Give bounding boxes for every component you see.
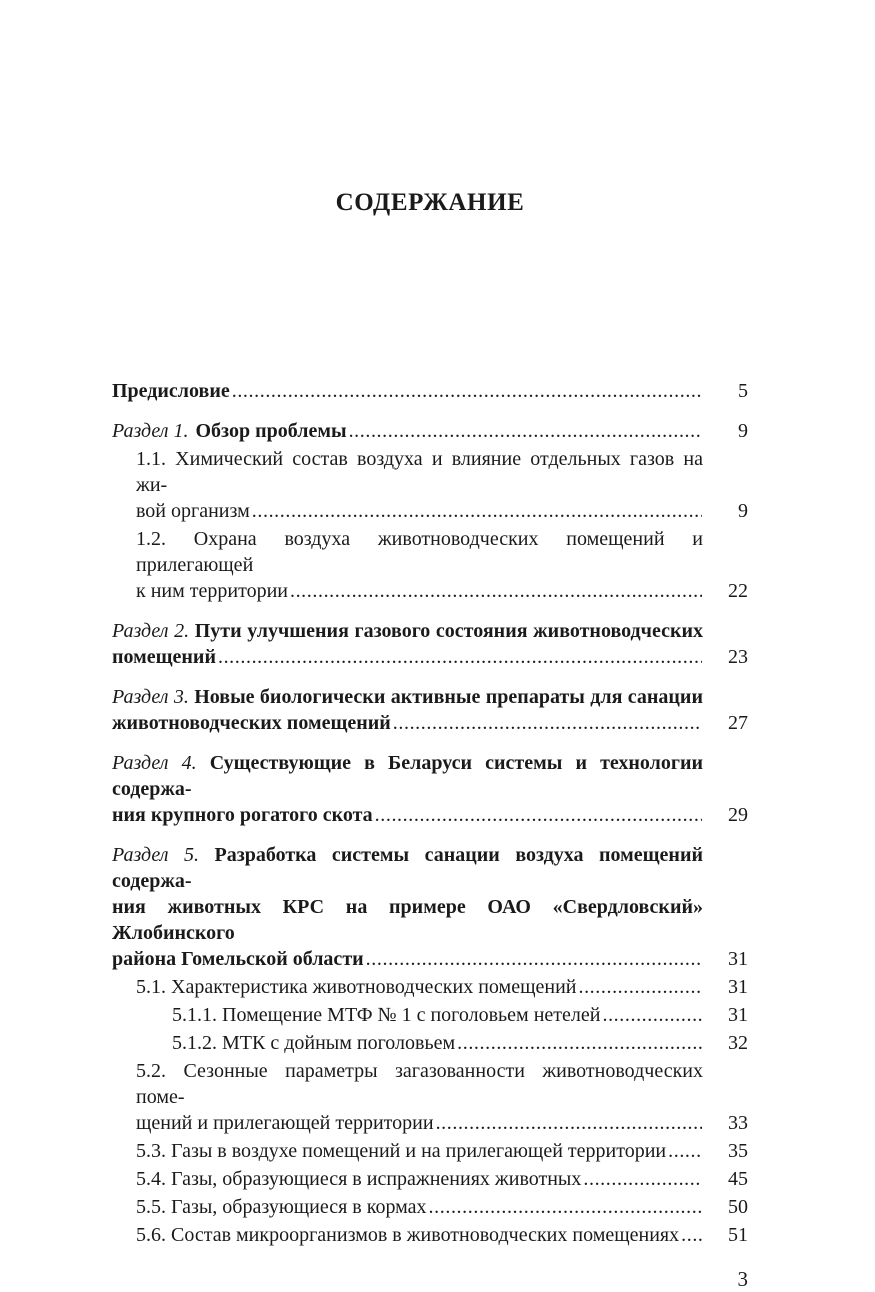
dot-leader xyxy=(681,1222,702,1248)
toc-page-number: 35 xyxy=(728,1140,748,1162)
dot-leader xyxy=(457,1030,702,1056)
toc-entry-text: Предисловие xyxy=(112,380,230,402)
toc-line xyxy=(136,1110,748,1136)
dot-leader xyxy=(436,1110,702,1136)
toc-line xyxy=(112,894,703,946)
toc-page-number: 31 xyxy=(728,948,748,970)
toc-entry-text: помещений xyxy=(112,646,216,668)
dot-leader xyxy=(375,802,702,828)
toc-line xyxy=(136,1194,748,1220)
toc-entry-5-2 xyxy=(112,1058,748,1136)
toc-entry-text: Новые биологически активные препараты для санации xyxy=(194,686,703,708)
toc-entry-5-5 xyxy=(112,1194,748,1220)
toc-entry-text: ния животных КРС на примере ОАО «Свердловский» Жлобинского xyxy=(112,896,703,944)
toc-entry-5-1-1 xyxy=(112,1002,748,1028)
dot-leader xyxy=(668,1138,702,1164)
toc-line xyxy=(112,842,703,894)
toc-entry-1-2 xyxy=(112,526,748,604)
toc-entry-1-1 xyxy=(112,446,748,524)
toc-line xyxy=(172,1030,748,1056)
toc-line xyxy=(136,446,703,498)
toc-section-prefix: Раздел 2. xyxy=(112,620,190,642)
toc-entry-text: Обзор проблемы xyxy=(195,420,347,442)
toc-entry-text: 5.4. Газы, образующиеся в испражнениях животных xyxy=(136,1168,582,1190)
toc-entry-text: 1.1. Химический состав воздуха и влияние отдельных газов на жи- xyxy=(136,448,703,496)
toc-entry-text: Существующие в Беларуси системы и технологии содержа- xyxy=(112,752,703,800)
toc-entry-text: животноводческих помещений xyxy=(112,712,391,734)
dot-leader xyxy=(218,644,702,670)
toc-section-prefix: Раздел 3. xyxy=(112,686,189,708)
toc-line xyxy=(112,618,703,644)
toc-entry-text: Пути улучшения газового состояния животноводческих xyxy=(194,620,703,642)
toc-page-number: 45 xyxy=(728,1168,748,1190)
toc-page-number: 9 xyxy=(738,500,748,522)
toc-page-number: 29 xyxy=(728,804,748,826)
toc-entry-5-6 xyxy=(112,1222,748,1248)
contents-title: СОДЕРЖАНИЕ xyxy=(335,189,525,216)
dot-leader xyxy=(232,378,702,404)
toc-page-number: 51 xyxy=(728,1224,748,1246)
toc-entry-text: 5.1.2. МТК с дойным поголовьем xyxy=(172,1032,456,1054)
toc-line xyxy=(136,1138,748,1164)
toc-entry-text: района Гомельской области xyxy=(112,948,364,970)
toc-page-number: 31 xyxy=(728,976,748,998)
toc-entry-text: 5.3. Газы в воздухе помещений и на прилегающей территории xyxy=(136,1140,667,1162)
toc-line xyxy=(112,750,703,802)
toc-page-number: 33 xyxy=(728,1112,748,1134)
toc-section-prefix: Раздел 4. xyxy=(112,752,197,774)
dot-leader xyxy=(290,578,702,604)
toc-section-prefix: Раздел 5. xyxy=(112,844,199,866)
toc-line xyxy=(136,498,748,524)
dot-leader xyxy=(602,1002,702,1028)
toc-line xyxy=(112,802,748,828)
toc-entry-text: 5.6. Состав микроорганизмов в животноводческих помещениях xyxy=(136,1224,680,1246)
toc-entry-text: 5.2. Сезонные параметры загазованности животноводческих поме- xyxy=(136,1060,703,1108)
toc-entry-section-2 xyxy=(112,618,748,670)
toc-entry-section-4 xyxy=(112,750,748,828)
toc-page-number: 27 xyxy=(728,712,748,734)
toc-entry-text: 5.1. Характеристика животноводческих помещений xyxy=(136,976,577,998)
toc-page-number: 23 xyxy=(728,646,748,668)
dot-leader xyxy=(349,418,702,444)
toc-entry-5-3 xyxy=(112,1138,748,1164)
table-of-contents xyxy=(112,378,748,1248)
dot-leader xyxy=(252,498,702,524)
toc-entry-text: Разработка системы санации воздуха помещений содержа- xyxy=(112,844,703,892)
toc-line xyxy=(112,946,748,972)
toc-entry-section-1 xyxy=(112,418,748,444)
toc-line xyxy=(136,578,748,604)
toc-page-number: 5 xyxy=(738,380,748,402)
toc-line xyxy=(136,1222,748,1248)
toc-entry-text: щений и прилегающей территории xyxy=(136,1112,434,1134)
dot-leader xyxy=(393,710,702,736)
dot-leader xyxy=(366,946,702,972)
toc-page-number: 50 xyxy=(728,1196,748,1218)
folio-page-number: 3 xyxy=(737,1267,748,1291)
dot-leader xyxy=(429,1194,702,1220)
toc-page-number: 32 xyxy=(728,1032,748,1054)
toc-line xyxy=(172,1002,748,1028)
toc-line xyxy=(112,418,748,444)
toc-entry-text: 5.1.1. Помещение МТФ № 1 с поголовьем нетелей xyxy=(172,1004,601,1026)
toc-entry-5-1 xyxy=(112,974,748,1000)
toc-line xyxy=(112,684,703,710)
toc-entry-text: ния крупного рогатого скота xyxy=(112,804,373,826)
toc-line xyxy=(112,644,748,670)
toc-page-number: 9 xyxy=(738,420,748,442)
toc-entry-preface xyxy=(112,378,748,404)
toc-page-number: 31 xyxy=(728,1004,748,1026)
toc-entry-text: вой организм xyxy=(136,500,250,522)
toc-section-prefix: Раздел 1. xyxy=(112,420,189,442)
toc-line xyxy=(112,378,748,404)
toc-line xyxy=(136,974,748,1000)
dot-leader xyxy=(578,974,702,1000)
dot-leader xyxy=(583,1166,702,1192)
toc-entry-text: 5.5. Газы, образующиеся в кормах xyxy=(136,1196,427,1218)
toc-line xyxy=(136,526,703,578)
toc-line xyxy=(136,1166,748,1192)
toc-entry-5-4 xyxy=(112,1166,748,1192)
toc-entry-5-1-2 xyxy=(112,1030,748,1056)
toc-entry-section-5 xyxy=(112,842,748,972)
toc-entry-text: к ним территории xyxy=(136,580,288,602)
toc-line xyxy=(136,1058,703,1110)
toc-entry-text: 1.2. Охрана воздуха животноводческих помещений и прилегающей xyxy=(136,528,703,576)
toc-page-number: 22 xyxy=(728,580,748,602)
toc-line xyxy=(112,710,748,736)
toc-entry-section-3 xyxy=(112,684,748,736)
